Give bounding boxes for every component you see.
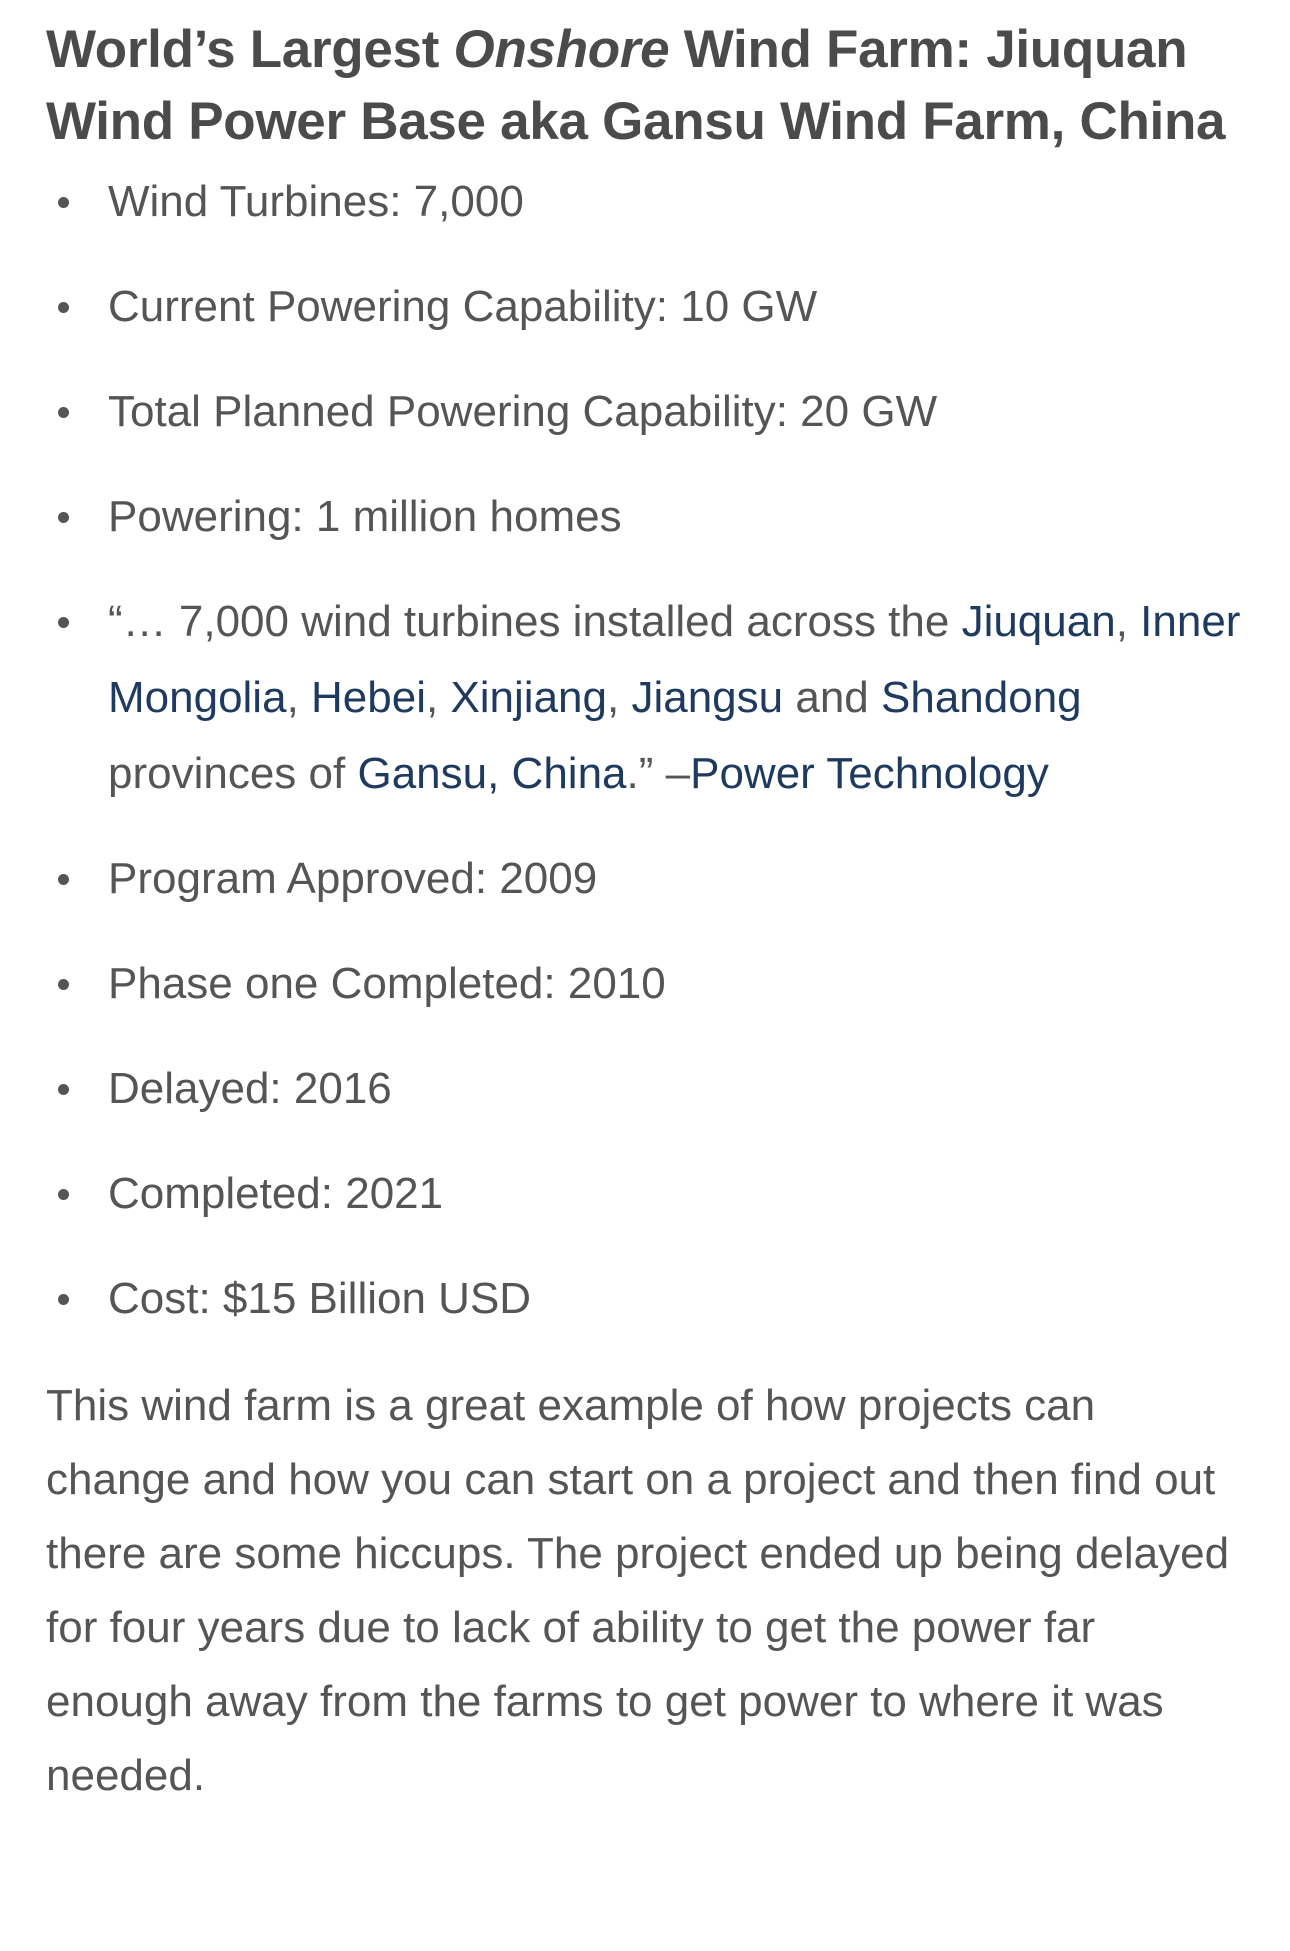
bullet-icon — [58, 1294, 69, 1305]
list-item — [46, 1156, 1244, 1232]
fact-wind-turbines: Wind Turbines: 7,000 — [108, 177, 524, 226]
bullet-icon — [58, 1084, 69, 1095]
heading-text-start: World’s Largest — [46, 20, 454, 79]
list-item — [46, 946, 1244, 1022]
link-shandong[interactable]: Shandong — [881, 673, 1082, 722]
list-item — [46, 374, 1244, 450]
fact-phase-one-completed: Phase one Completed: 2010 — [108, 959, 666, 1008]
link-inner-mongolia[interactable]: Inner Mongolia — [108, 597, 1241, 722]
quote-text: provinces of — [108, 749, 358, 798]
quote-text: “… 7,000 wind turbines installed across the — [108, 597, 962, 646]
list-item — [46, 164, 1244, 240]
link-gansu-china[interactable]: Gansu, China — [357, 749, 627, 798]
quote-text: , — [607, 673, 632, 722]
list-item — [46, 1051, 1244, 1127]
facts-list — [46, 164, 1244, 1337]
fact-completed: Completed: 2021 — [108, 1169, 444, 1218]
link-jiuquan[interactable]: Jiuquan — [961, 597, 1116, 646]
fact-cost: Cost: $15 Billion USD — [108, 1274, 532, 1323]
list-item — [46, 841, 1244, 917]
bullet-icon — [58, 407, 69, 418]
list-item — [46, 479, 1244, 555]
link-hebei[interactable]: Hebei — [311, 673, 426, 722]
bullet-icon — [58, 979, 69, 990]
fact-delayed: Delayed: 2016 — [108, 1064, 392, 1113]
section-heading — [46, 14, 1244, 158]
quote-text: .” – — [626, 749, 691, 798]
list-item — [46, 269, 1244, 345]
list-item — [46, 1261, 1244, 1337]
bullet-icon — [58, 512, 69, 523]
quote-text: and — [783, 673, 881, 722]
bullet-icon — [58, 874, 69, 885]
link-xinjiang[interactable]: Xinjiang — [450, 673, 607, 722]
link-power-technology[interactable]: Power Technology — [690, 749, 1049, 798]
list-item-quote — [46, 584, 1244, 812]
quote-text: , — [425, 673, 451, 722]
fact-program-approved: Program Approved: 2009 — [108, 854, 598, 903]
bullet-icon — [58, 302, 69, 313]
body-paragraph: This wind farm is a great example of how projects can change and how you can start on a project and then find out there are some hiccups. The project ended up being delayed for four years due to lack of ability to get the power far enough away from the farms to get power to where it was needed. — [46, 1381, 1230, 1800]
bullet-icon — [58, 1189, 69, 1200]
fact-planned-capability: Total Planned Powering Capability: 20 GW — [108, 387, 938, 436]
quote-text: , — [286, 673, 312, 722]
bullet-icon — [58, 197, 69, 208]
bullet-icon — [58, 617, 69, 628]
fact-current-capability: Current Powering Capability: 10 GW — [108, 282, 818, 331]
quote-text: , — [1115, 597, 1141, 646]
fact-powering-homes: Powering: 1 million homes — [108, 492, 622, 541]
heading-italic-text: Onshore — [453, 20, 670, 79]
heading-text-end: Wind Farm: Jiuquan Wind Power Base aka Gansu Wind Farm, China — [46, 20, 1226, 151]
link-jiangsu[interactable]: Jiangsu — [631, 673, 784, 722]
